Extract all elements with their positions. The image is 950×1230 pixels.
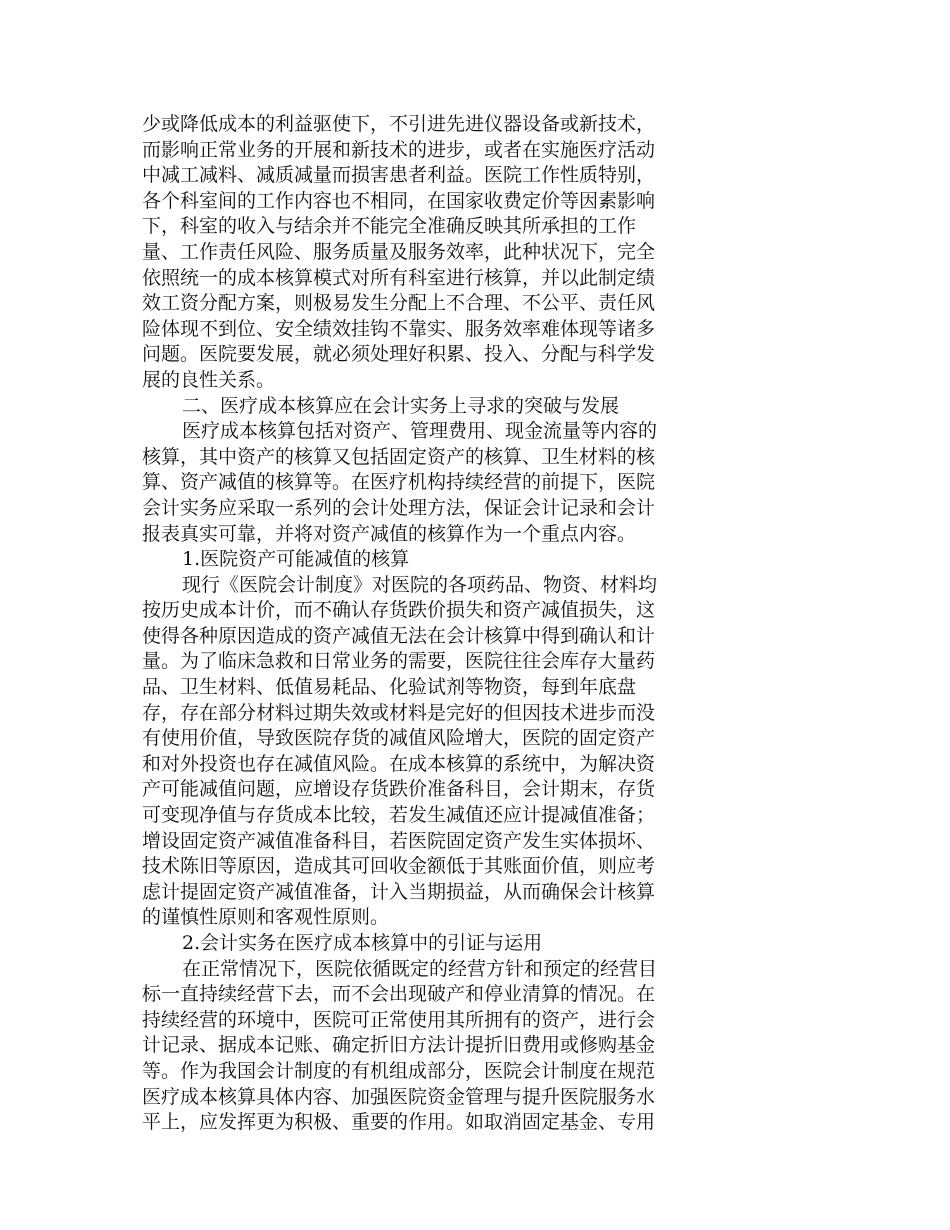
text-line: 在正常情况下，医院依循既定的经营方针和预定的经营目 (182, 957, 658, 980)
text-line: 而影响正常业务的开展和新技术的进步，或者在实施医疗活动 (142, 138, 656, 161)
text-line: 医疗成本核算具体内容、加强医院资金管理与提升医院服务水 (142, 1085, 656, 1108)
text-line: 量。为了临床急救和日常业务的需要，医院往往会库存大量药 (142, 650, 656, 673)
text-line: 标一直持续经营下去，而不会出现破产和停业清算的情况。在 (142, 983, 656, 1006)
text-line: 的谨慎性原则和客观性原则。 (142, 906, 390, 929)
text-line: 品、卫生材料、低值易耗品、化验试剂等物资，每到年底盘 (142, 676, 637, 699)
text-line: 存，存在部分材料过期失效或材料是完好的但因技术进步而没 (142, 701, 656, 724)
text-line: 会计实务应采取一系列的会计处理方法，保证会计记录和会计 (142, 496, 656, 519)
text-line: 少或降低成本的利益驱使下，不引进先进仪器设备或新技术， (142, 113, 656, 135)
text-line: 有使用价值，导致医院存货的减值风险增大，医院的固定资产 (142, 727, 656, 750)
text-line: 虑计提固定资产减值准备，计入当期损益，从而确保会计核算 (142, 880, 656, 903)
text-line: 持续经营的环境中，医院可正常使用其所拥有的资产，进行会 (142, 1008, 656, 1031)
text-line: 算、资产减值的核算等。在医疗机构持续经营的前提下，医院 (142, 471, 656, 494)
text-line: 量、工作责任风险、服务质量及服务效率，此种状况下，完全 (142, 240, 656, 263)
document-body (142, 112, 732, 1136)
text-line: 等。作为我国会计制度的有机组成部分，医院会计制度在规范 (142, 1059, 656, 1082)
text-line: 效工资分配方案，则极易发生分配上不合理、不公平、责任风 (142, 292, 656, 315)
text-line: 现行《医院会计制度》对医院的各项药品、物资、材料均 (182, 573, 658, 596)
text-line: 使得各种原因造成的资产减值无法在会计核算中得到确认和计 (142, 624, 656, 647)
text-line: 技术陈旧等原因，造成其可回收金额低于其账面价值，则应考 (142, 855, 656, 878)
text-line: 可变现净值与存货成本比较，若发生减值还应计提减值准备； (142, 804, 656, 827)
text-line: 核算，其中资产的核算又包括固定资产的核算、卫生材料的核 (142, 445, 656, 468)
text-line: 中减工减料、减质减量而损害患者利益。医院工作性质特别， (142, 164, 656, 187)
text-line: 依照统一的成本核算模式对所有科室进行核算，并以此制定绩 (142, 266, 656, 289)
text-line: 报表真实可靠，并将对资产减值的核算作为一个重点内容。 (142, 522, 637, 545)
text-line: 按历史成本计价，而不确认存货跌价损失和资产减值损失，这 (142, 599, 656, 622)
text-line: 和对外投资也存在减值风险。在成本核算的系统中，为解决资 (142, 752, 656, 775)
text-line: 产可能减值问题，应增设存货跌价准备科目，会计期末，存货 (142, 778, 656, 801)
text-line: 平上，应发挥更为积极、重要的作用。如取消固定基金、专用 (142, 1111, 656, 1134)
text-line: 1.医院资产可能减值的核算 (182, 548, 410, 571)
text-line: 医疗成本核算包括对资产、管理费用、现金流量等内容的 (182, 420, 658, 443)
text-line: 计记录、据成本记账、确定折旧方法计提折旧费用或修购基金 (142, 1034, 656, 1057)
text-line: 下，科室的收入与结余并不能完全准确反映其所承担的工作 (142, 215, 637, 238)
text-line: 各个科室间的工作内容也不相同，在国家收费定价等因素影响 (142, 189, 656, 212)
text-line: 险体现不到位、安全绩效挂钩不靠实、服务效率难体现等诸多 (142, 317, 656, 340)
text-line: 二、医疗成本核算应在会计实务上寻求的突破与发展 (182, 394, 620, 417)
text-line: 增设固定资产减值准备科目，若医院固定资产发生实体损坏、 (142, 829, 656, 852)
text-line: 2.会计实务在医疗成本核算中的引证与运用 (182, 932, 543, 954)
text-line: 展的良性关系。 (142, 368, 276, 391)
text-line: 问题。医院要发展，就必须处理好积累、投入、分配与科学发 (142, 343, 656, 366)
